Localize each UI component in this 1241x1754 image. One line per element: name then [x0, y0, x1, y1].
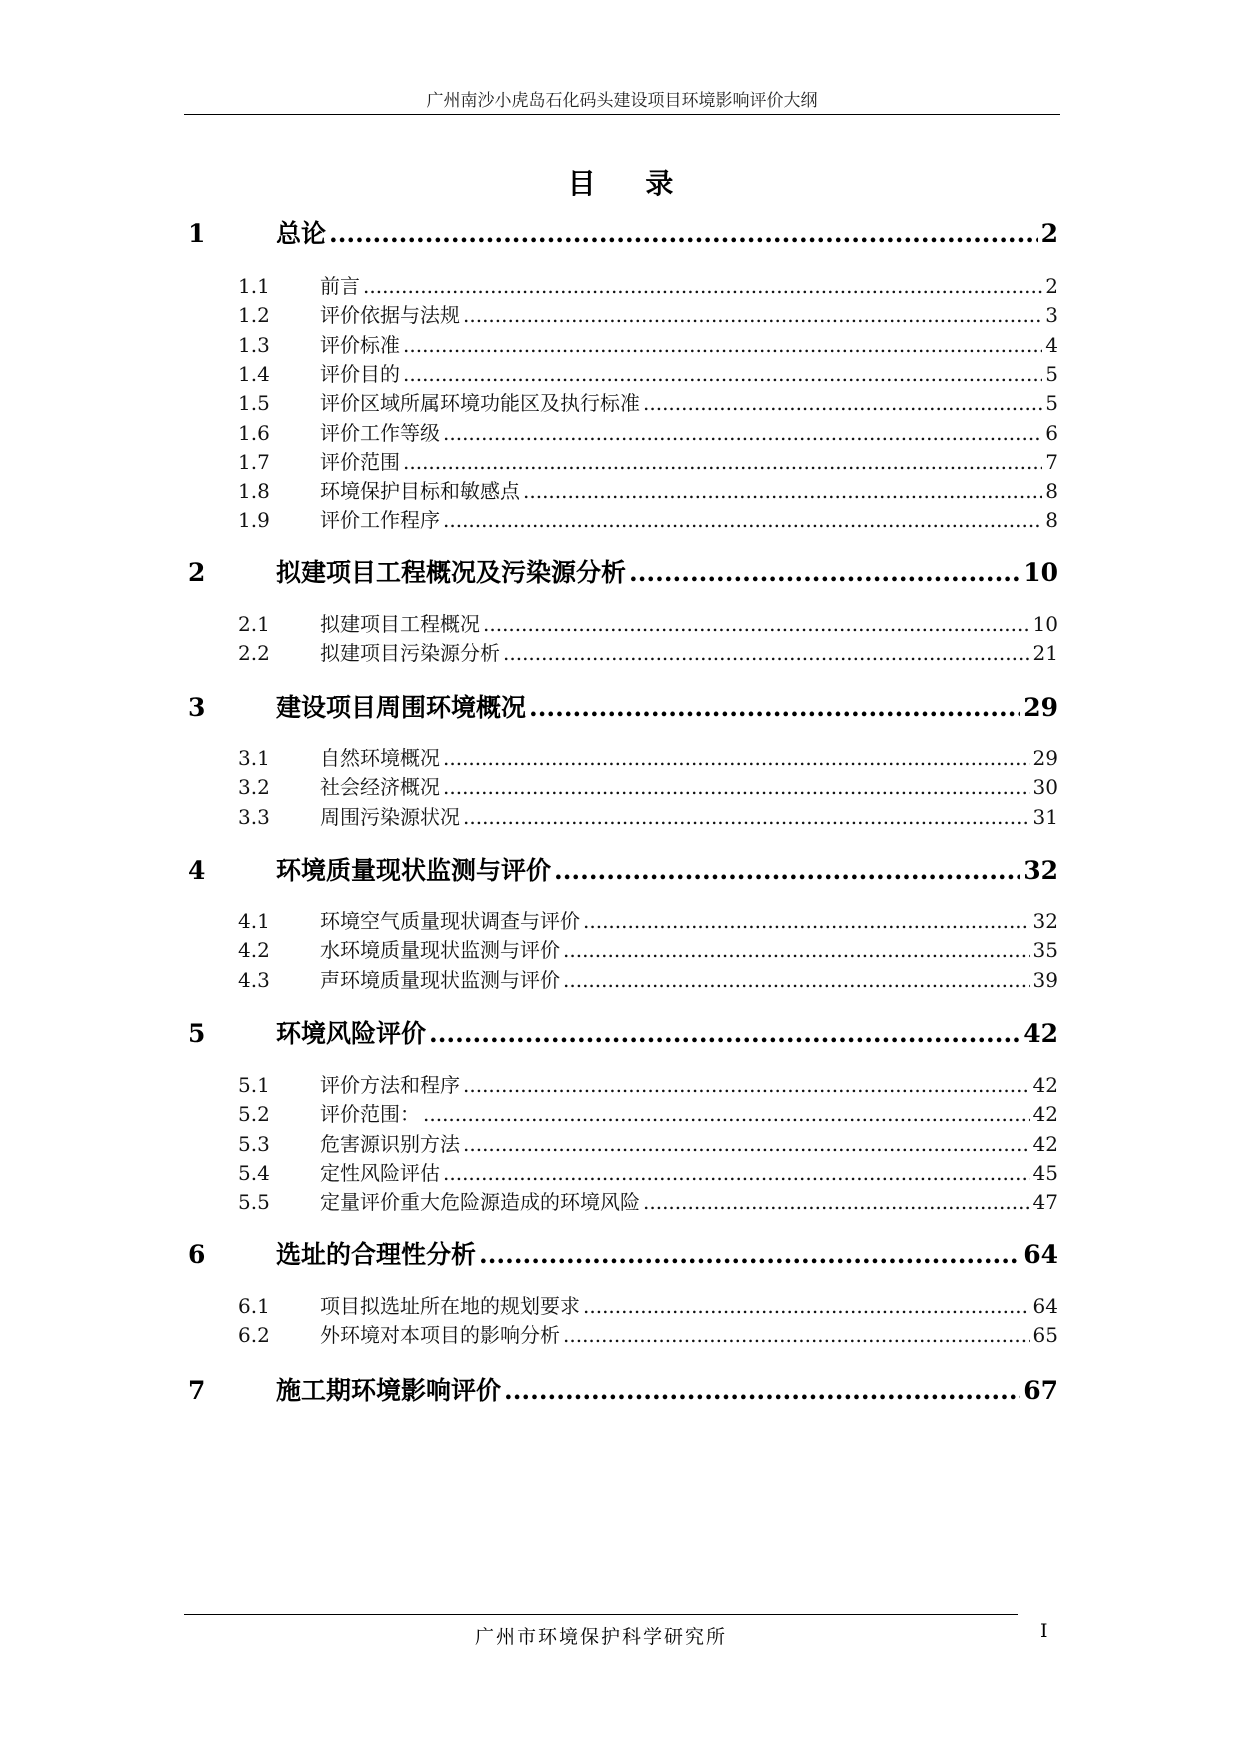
chapter-number: 2	[188, 558, 206, 587]
dot-leader	[443, 508, 1042, 532]
toc-section-entry[interactable]	[238, 1098, 1058, 1126]
chapter-title: 总论	[276, 219, 327, 248]
section-page-number: 32	[1032, 909, 1058, 933]
footer-rule	[184, 1614, 1018, 1615]
dot-leader	[443, 775, 1030, 799]
section-title: 评价范围	[320, 449, 400, 474]
toc-chapter-entry[interactable]	[188, 1235, 1058, 1269]
dot-leader	[504, 1376, 1020, 1405]
dot-leader	[583, 909, 1030, 933]
section-page-number: 4	[1045, 332, 1058, 357]
section-title: 项目拟选址所在地的规划要求	[320, 1294, 580, 1318]
dot-leader	[563, 1323, 1030, 1347]
section-title: 评价工作等级	[320, 420, 440, 445]
section-page-number: 35	[1032, 938, 1058, 963]
chapter-title: 环境风险评价	[276, 1019, 427, 1048]
dot-leader	[329, 219, 1038, 248]
section-page-number: 6	[1045, 420, 1058, 445]
dot-leader	[403, 362, 1042, 386]
dot-leader	[429, 1019, 1020, 1048]
section-title: 评价方法和程序	[320, 1073, 460, 1097]
section-title: 声环境质量现状监测与评价	[320, 967, 560, 992]
toc-chapter-entry[interactable]	[188, 851, 1058, 885]
toc-chapter-entry[interactable]	[188, 1371, 1058, 1405]
dot-leader	[443, 421, 1042, 445]
section-title: 定性风险评估	[320, 1160, 440, 1185]
toc-section-entry[interactable]	[238, 475, 1058, 503]
dot-leader	[463, 303, 1042, 327]
section-title: 拟建项目工程概况	[320, 612, 480, 636]
dot-leader	[443, 1161, 1030, 1185]
dot-leader	[629, 558, 1020, 587]
toc-section-entry[interactable]	[238, 1186, 1058, 1214]
chapter-page-number: 10	[1023, 558, 1058, 587]
section-title: 评价区域所属环境功能区及执行标准	[320, 391, 640, 416]
toc-section-entry[interactable]	[238, 742, 1058, 770]
dot-leader	[403, 450, 1042, 474]
section-page-number: 21	[1032, 641, 1058, 666]
chapter-page-number: 67	[1023, 1376, 1058, 1405]
section-title: 评价工作程序	[320, 508, 440, 533]
dot-leader	[483, 612, 1030, 636]
section-title: 评价依据与法规	[320, 303, 460, 328]
section-number: 1.2	[238, 303, 270, 328]
chapter-number: 1	[188, 219, 206, 248]
section-number: 3.1	[238, 746, 270, 770]
section-page-number: 7	[1045, 449, 1058, 474]
section-number: 5.5	[238, 1190, 270, 1215]
toc-section-entry[interactable]	[238, 270, 1058, 298]
section-page-number: 5	[1045, 361, 1058, 386]
section-title: 危害源识别方法	[320, 1131, 460, 1156]
footer-page-number: I	[1040, 1620, 1048, 1642]
toc-section-entry[interactable]	[238, 417, 1058, 445]
toc-section-entry[interactable]	[238, 387, 1058, 415]
section-page-number: 65	[1032, 1323, 1058, 1348]
toc-section-entry[interactable]	[238, 964, 1058, 992]
toc-section-entry[interactable]	[238, 934, 1058, 962]
chapter-page-number: 2	[1040, 219, 1058, 248]
section-title: 周围污染源状况	[320, 804, 460, 829]
toc-section-entry[interactable]	[238, 1069, 1058, 1097]
chapter-title: 拟建项目工程概况及污染源分析	[276, 558, 627, 587]
section-page-number: 64	[1032, 1294, 1058, 1318]
chapter-number: 3	[188, 693, 206, 722]
dot-leader	[363, 274, 1042, 298]
section-number: 2.1	[238, 612, 270, 636]
section-title: 社会经济概况	[320, 775, 440, 800]
section-number: 1.1	[238, 274, 270, 298]
toc-section-entry[interactable]	[238, 1157, 1058, 1185]
section-page-number: 47	[1032, 1190, 1058, 1215]
section-page-number: 8	[1045, 479, 1058, 504]
section-number: 1.4	[238, 361, 270, 386]
section-number: 1.3	[238, 332, 270, 357]
section-number: 6.2	[238, 1323, 270, 1348]
dot-leader	[503, 641, 1030, 665]
section-page-number: 2	[1045, 274, 1058, 298]
section-page-number: 42	[1032, 1073, 1058, 1097]
chapter-page-number: 29	[1023, 693, 1058, 722]
chapter-page-number: 64	[1023, 1240, 1058, 1269]
section-page-number: 42	[1032, 1131, 1058, 1156]
section-number: 4.1	[238, 909, 270, 933]
section-number: 3.3	[238, 804, 270, 829]
dot-leader	[643, 391, 1042, 415]
section-title: 水环境质量现状监测与评价	[320, 938, 560, 963]
section-title: 评价标准	[320, 332, 400, 357]
toc-chapter-entry[interactable]	[188, 1014, 1058, 1048]
toc-section-entry[interactable]	[238, 771, 1058, 799]
section-number: 1.8	[238, 479, 270, 504]
section-title: 环境空气质量现状调查与评价	[320, 909, 580, 933]
section-number: 5.3	[238, 1131, 270, 1156]
toc-section-entry[interactable]	[238, 299, 1058, 327]
section-title: 定量评价重大危险源造成的环境风险	[320, 1190, 640, 1215]
section-number: 2.2	[238, 641, 270, 666]
toc-section-entry[interactable]	[238, 446, 1058, 474]
dot-leader	[523, 479, 1042, 503]
chapter-number: 6	[188, 1240, 206, 1269]
section-number: 1.6	[238, 420, 270, 445]
toc-section-entry[interactable]	[238, 801, 1058, 829]
section-number: 3.2	[238, 775, 270, 800]
toc-section-entry[interactable]	[238, 608, 1058, 636]
chapter-title: 施工期环境影响评价	[276, 1376, 502, 1405]
section-page-number: 10	[1032, 612, 1058, 636]
toc-section-entry[interactable]	[238, 1290, 1058, 1318]
section-number: 6.1	[238, 1294, 270, 1318]
section-number: 5.2	[238, 1102, 270, 1127]
section-number: 5.1	[238, 1073, 270, 1097]
section-page-number: 39	[1032, 967, 1058, 992]
section-title: 拟建项目污染源分析	[320, 641, 500, 666]
dot-leader	[463, 1073, 1030, 1097]
chapter-title: 选址的合理性分析	[276, 1240, 477, 1269]
toc-chapter-entry[interactable]	[188, 214, 1058, 248]
section-page-number: 42	[1032, 1102, 1058, 1127]
section-number: 1.9	[238, 508, 270, 533]
toc-section-entry[interactable]	[238, 637, 1058, 665]
section-number: 5.4	[238, 1160, 270, 1185]
header-rule	[184, 114, 1060, 115]
section-page-number: 8	[1045, 508, 1058, 533]
section-number: 4.3	[238, 967, 270, 992]
dot-leader	[563, 968, 1030, 992]
dot-leader	[463, 805, 1030, 829]
chapter-number: 4	[188, 856, 206, 885]
section-page-number: 30	[1032, 775, 1058, 800]
dot-leader	[554, 856, 1020, 885]
toc-section-entry[interactable]	[238, 905, 1058, 933]
document-title-header: 广州南沙小虎岛石化码头建设项目环境影响评价大纲	[426, 91, 818, 111]
dot-leader	[463, 1132, 1030, 1156]
chapter-title: 建设项目周围环境概况	[276, 693, 527, 722]
section-title: 环境保护目标和敏感点	[320, 479, 520, 504]
dot-leader	[529, 693, 1020, 722]
dot-leader	[643, 1190, 1030, 1214]
toc-section-entry[interactable]	[238, 358, 1058, 386]
dot-leader	[403, 333, 1042, 357]
toc-heading: 目 录	[567, 167, 694, 200]
section-number: 1.7	[238, 449, 270, 474]
footer-organization: 广州市环境保护科学研究所	[474, 1626, 727, 1648]
section-page-number: 5	[1045, 391, 1058, 416]
dot-leader	[583, 1294, 1030, 1318]
section-page-number: 3	[1045, 303, 1058, 328]
dot-leader	[563, 938, 1030, 962]
section-title: 评价范围：	[320, 1102, 420, 1127]
chapter-page-number: 42	[1023, 1019, 1058, 1048]
chapter-page-number: 32	[1023, 856, 1058, 885]
section-title: 评价目的	[320, 361, 400, 386]
dot-leader	[479, 1240, 1020, 1269]
section-page-number: 29	[1032, 746, 1058, 770]
section-title: 外环境对本项目的影响分析	[320, 1323, 560, 1348]
toc-chapter-entry[interactable]	[188, 553, 1058, 587]
toc-section-entry[interactable]	[238, 329, 1058, 357]
dot-leader	[423, 1102, 1030, 1126]
toc-section-entry[interactable]	[238, 504, 1058, 532]
section-title: 前言	[320, 274, 360, 298]
dot-leader	[443, 746, 1030, 770]
chapter-number: 5	[188, 1019, 206, 1048]
section-title: 自然环境概况	[320, 746, 440, 770]
toc-section-entry[interactable]	[238, 1128, 1058, 1156]
toc-chapter-entry[interactable]	[188, 688, 1058, 722]
chapter-title: 环境质量现状监测与评价	[276, 856, 552, 885]
toc-section-entry[interactable]	[238, 1319, 1058, 1347]
section-page-number: 31	[1032, 804, 1058, 829]
section-number: 1.5	[238, 391, 270, 416]
chapter-number: 7	[188, 1376, 206, 1405]
section-page-number: 45	[1032, 1160, 1058, 1185]
section-number: 4.2	[238, 938, 270, 963]
